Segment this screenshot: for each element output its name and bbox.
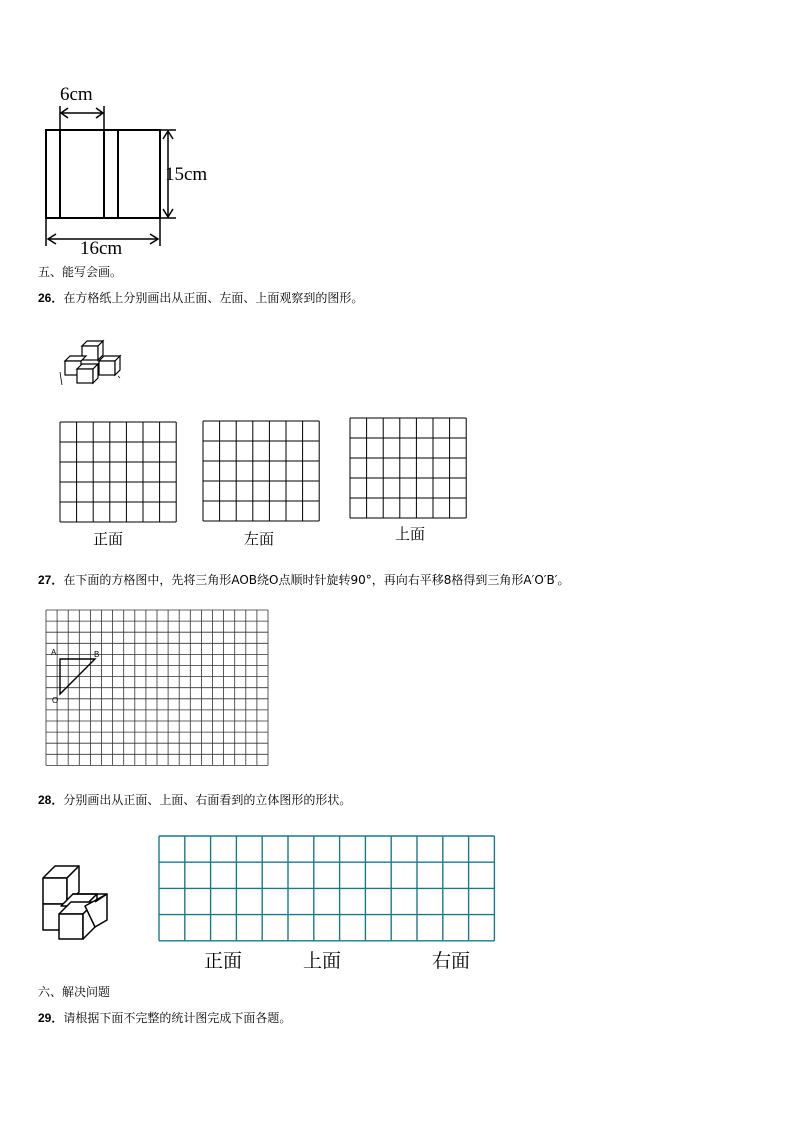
q27-number: 27． — [38, 573, 64, 587]
q27-point-o: O — [52, 696, 59, 705]
q28-caption-front: 正面 — [204, 950, 243, 972]
q29-number: 29． — [38, 1011, 64, 1025]
q28-caption-right: 右面 — [432, 950, 471, 972]
q26-number: 26． — [38, 291, 64, 305]
net-label-bottom: 16cm — [80, 238, 123, 259]
q26-caption-front: 正面 — [93, 530, 124, 548]
q27-point-a: A — [51, 648, 57, 657]
q26-text: 在方格纸上分别画出从正面、左面、上面观察到的图形。 — [63, 291, 364, 305]
net-label-right: 15cm — [165, 164, 208, 185]
section-six-title: 六、解决问题 — [38, 985, 111, 999]
q28-number: 28． — [38, 793, 64, 807]
q29-prompt — [38, 1010, 291, 1026]
section-five-title: 五、能写会画。 — [38, 265, 123, 279]
net-label-top: 6cm — [60, 84, 93, 105]
q26-caption-left: 左面 — [244, 530, 275, 548]
q28-caption-top: 上面 — [303, 950, 342, 972]
q27-point-b: B — [94, 650, 100, 659]
q29-text: 请根据下面不完整的统计图完成下面各题。 — [63, 1011, 292, 1025]
q27-text: 在下面的方格图中，先将三角形AOB绕O点顺时针旋转90°，再向右平移8格得到三角形A′O′B′。 — [63, 573, 570, 587]
q26-caption-top: 上面 — [395, 525, 426, 543]
q28-grid[interactable] — [158, 835, 496, 943]
q28-text: 分别画出从正面、上面、右面看到的立体图形的形状。 — [63, 793, 352, 807]
